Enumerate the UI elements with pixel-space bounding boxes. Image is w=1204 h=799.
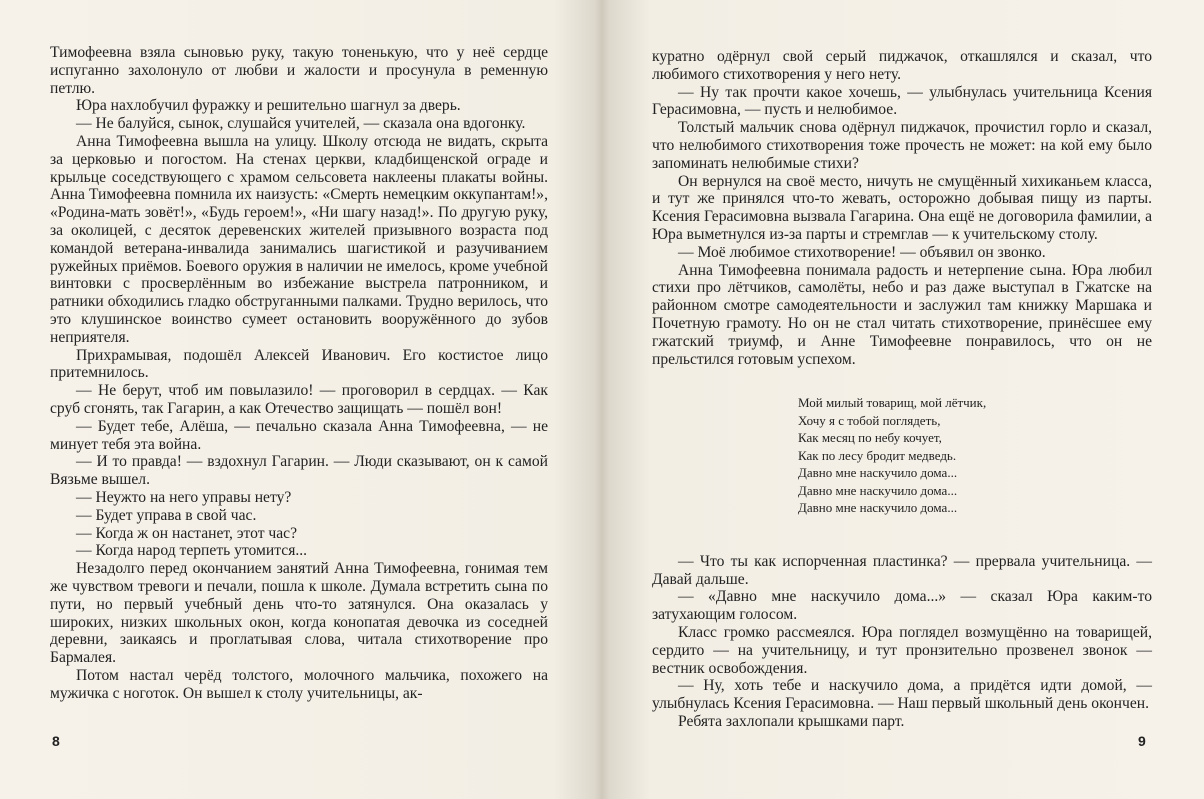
left-page-text bbox=[50, 44, 548, 702]
paragraph: Незадолго перед окончанием занятий Анна Тимофеевна, гонимая тем же чувством тревоги и печали, пошла к школе. Думала встретить сына по пути, но первый учебный день что-то затянулся. Она оказалась у широких, низких школьных окон, когда конопатая девочка из соседней деревни, заикаясь и проглатывая слова, читала стихотворение про Бармалея. bbox=[50, 560, 548, 667]
paragraph: — Не балуйся, сынок, слушайся учителей, — сказала она вдогонку. bbox=[76, 115, 526, 133]
poem-line: Хочу я с тобой поглядеть, bbox=[798, 412, 941, 428]
paragraph: — Что ты как испорченная пластинка? — прервала учительница. — Давай дальше. bbox=[652, 552, 1152, 588]
poem-line: Как месяц по небу кочует, bbox=[798, 430, 942, 446]
paragraph: Юра нахлобучил фуражку и решительно шагнул за дверь. bbox=[76, 97, 461, 115]
paragraph: Прихрамывая, подошёл Алексей Иванович. Его костистое лицо притемнилось. bbox=[50, 346, 548, 382]
paragraph: — Неужто на него управы нету? bbox=[76, 488, 292, 506]
paragraph: — Когда ж он настанет, этот час? bbox=[76, 524, 298, 542]
paragraph: Толстый мальчик снова одёрнул пиджачок, прочистил горло и сказал, что нелюбимого стихотворения тоже прочесть не может: на кой ему было запоминать нелюбимые стихи? bbox=[652, 119, 1152, 172]
poem-line: Давно мне наскучило дома... bbox=[798, 500, 958, 516]
poem-line: Мой милый товарищ, мой лётчик, bbox=[798, 395, 987, 411]
paragraph: — Когда народ терпеть утомится... bbox=[76, 542, 308, 560]
paragraph: Тимофеевна взяла сыновью руку, такую тоненькую, что у неё сердце испуганно захолонуло от любви и жалости и просунула в ременную петлю. bbox=[50, 44, 548, 97]
paragraph: — Ну так прочти какое хочешь, — улыбнулась учительница Ксения Герасимовна, — пусть и нелюбимое. bbox=[652, 83, 1152, 119]
paragraph: — «Давно мне наскучило дома...» — сказал Юра каким-то затухающим голосом. bbox=[652, 588, 1152, 624]
paragraph: Он вернулся на своё место, ничуть не смущённый хихиканьем класса, и тут же принялся что-то жевать, осторожно добывая пищу из парты. Ксения Герасимовна вызвала Гагарина. Она ещё не договорила фамилии, а Юра выметнулся из-за парты и стремглав — к учительскому столу. bbox=[652, 172, 1152, 243]
paragraph: — Моё любимое стихотворение! — объявил он звонко. bbox=[678, 243, 1046, 261]
poem bbox=[798, 394, 1152, 517]
paragraph: Анна Тимофеевна понимала радость и нетерпение сына. Юра любил стихи про лётчиков, самолёты, небо и раз даже выступал в Гжатске на районном смотре самодеятельности и заслужил там книжку Маршака и Почетную грамоту. Но он не стал читать стихотворение, принёсшее ему гжатский триумф, и Анне Тимофеевне понравилось, что он не прельстился готовым успехом. bbox=[652, 261, 1152, 368]
paragraph: — Не берут, чтоб им повылазило! — проговорил в сердцах. — Как сруб сгонять, так Гагарин, а как Отечество защищать — пошёл вон! bbox=[50, 382, 548, 417]
paragraph: Потом настал черёд толстого, молочного мальчика, похожего на мужичка с ноготок. Он вышел к столу учительницы, ак- bbox=[50, 666, 548, 702]
page-number-left: 8 bbox=[52, 733, 60, 749]
paragraph: Анна Тимофеевна вышла на улицу. Школу отсюда не видать, скрыта за церковью и погостом. На стенах церкви, кладбищенской ограде и крыльце соседствующего с храмом сельсовета наклеены плакаты войны. Анна Тимофеевна помнила их наизусть: «Смерть немецким оккупантам!», «Родина-мать зовёт!», «Будь героем!», «Ни шагу назад!». По другую руку, за околицей, с десяток деревенских жителей призывного возраста под командой ветерана-инвалида занимались шагистикой и разучиванием ружейных приёмов. Боевого оружия в наличии не имелось, кроме учебной винтовки с просверлённым во избежание выстрела патронником, и ратники обходились гладко обструганными палками. Трудно верилось, что это клушинское воинство сумеет остановить вооружённого до зубов неприятеля. bbox=[50, 132, 548, 346]
poem-line: Давно мне наскучило дома... bbox=[798, 465, 958, 481]
paragraph: Ребята захлопали крышками парт. bbox=[678, 713, 905, 731]
page-number-right: 9 bbox=[1138, 733, 1146, 749]
paragraph: — Будет управа в свой час. bbox=[76, 506, 257, 524]
paragraph: куратно одёрнул свой серый пиджачок, откашлялся и сказал, что любимого стихотворения у него нету. bbox=[652, 48, 1152, 83]
paragraph: — Ну, хоть тебе и наскучило дома, а придётся идти домой, — улыбнулась Ксения Герасимовна. — Наш первый школьный день окончен. bbox=[652, 677, 1152, 713]
paragraph: — Будет тебе, Алёша, — печально сказала Анна Тимофеевна, — не минует тебя эта война. bbox=[50, 417, 548, 453]
paragraph: — И то правда! — вздохнул Гагарин. — Люди сказывают, он к самой Вязьме вышел. bbox=[50, 453, 548, 489]
right-page-text bbox=[652, 48, 1152, 731]
poem-line: Как по лесу бродит медведь. bbox=[798, 447, 957, 463]
poem-line: Давно мне наскучило дома... bbox=[798, 482, 958, 498]
paragraph: Класс громко рассмеялся. Юра поглядел возмущённо на товарищей, сердито — на учительницу, и тут пронзительно прозвенел звонок — вестник освобождения. bbox=[652, 624, 1152, 677]
